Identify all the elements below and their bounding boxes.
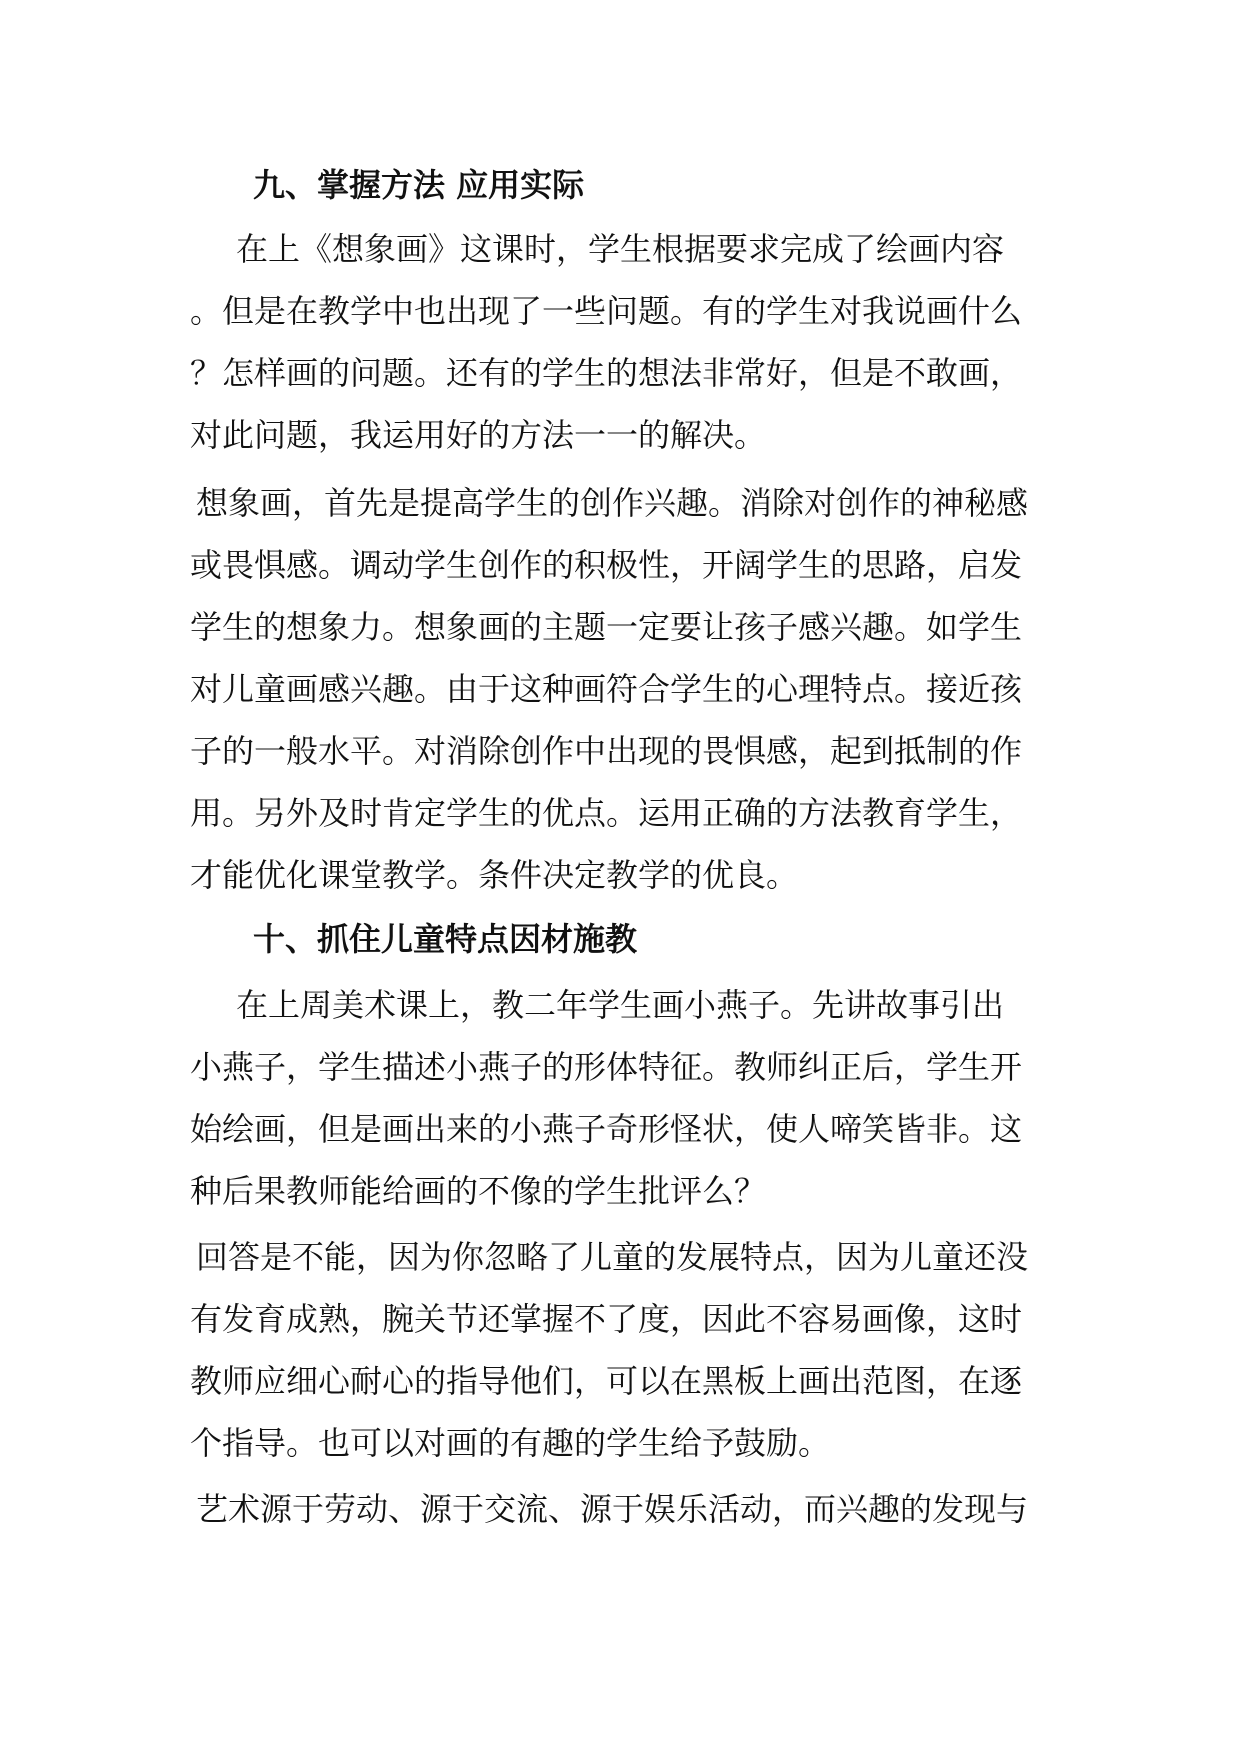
paragraph-line: 。但是在教学中也出现了一些问题。有的学生对我说画什么 xyxy=(190,292,1023,330)
paragraph-line: 子的一般水平。对消除创作中出现的畏惧感，起到抵制的作 xyxy=(190,732,1023,770)
paragraph-line: 或畏惧感。调动学生创作的积极性，开阔学生的思路，启发 xyxy=(190,546,1023,584)
paragraph-line: 用。另外及时肯定学生的优点。运用正确的方法教育学生， xyxy=(190,794,1023,832)
paragraph-line: 在上《想象画》这课时，学生根据要求完成了绘画内容 xyxy=(236,230,1005,268)
paragraph-line: 对此问题，我运用好的方法一一的解决。 xyxy=(190,416,767,454)
paragraph-line: 想象画，首先是提高学生的创作兴趣。消除对创作的神秘感 xyxy=(196,484,1029,522)
paragraph-line: 回答是不能，因为你忽略了儿童的发展特点，因为儿童还没 xyxy=(196,1238,1029,1276)
paragraph-line: 在上周美术课上，教二年学生画小燕子。先讲故事引出 xyxy=(236,986,1005,1024)
paragraph-line: 种后果教师能给画的不像的学生批评么？ xyxy=(190,1172,767,1210)
paragraph-line: 才能优化课堂教学。条件决定教学的优良。 xyxy=(190,856,799,894)
paragraph-line: 对儿童画感兴趣。由于这种画符合学生的心理特点。接近孩 xyxy=(190,670,1023,708)
paragraph-line: 教师应细心耐心的指导他们，可以在黑板上画出范图，在逐 xyxy=(190,1362,1023,1400)
paragraph-line: 有发育成熟，腕关节还掌握不了度，因此不容易画像，这时 xyxy=(190,1300,1023,1338)
section-heading-9: 九、掌握方法 应用实际 xyxy=(253,166,585,204)
paragraph-line: 小燕子，学生描述小燕子的形体特征。教师纠正后，学生开 xyxy=(190,1048,1023,1086)
paragraph-line: ？怎样画的问题。还有的学生的想法非常好，但是不敢画， xyxy=(190,354,1023,392)
paragraph-line: 艺术源于劳动、源于交流、源于娱乐活动，而兴趣的发现与 xyxy=(196,1490,1029,1528)
paragraph-line: 始绘画，但是画出来的小燕子奇形怪状，使人啼笑皆非。这 xyxy=(190,1110,1023,1148)
paragraph-line: 学生的想象力。想象画的主题一定要让孩子感兴趣。如学生 xyxy=(190,608,1023,646)
paragraph-line: 个指导。也可以对画的有趣的学生给予鼓励。 xyxy=(190,1424,831,1462)
section-heading-10: 十、抓住儿童特点因材施教 xyxy=(253,920,638,958)
